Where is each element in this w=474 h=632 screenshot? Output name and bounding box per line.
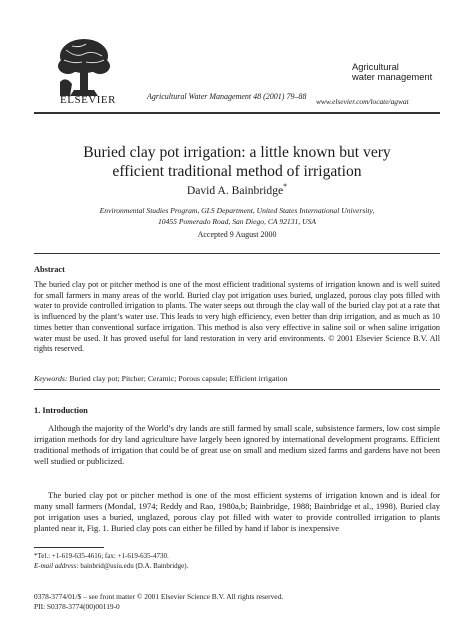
journal-url-link[interactable]: www.elsevier.com/locate/agwat bbox=[316, 97, 409, 106]
footnote-email-line bbox=[34, 561, 440, 571]
abstract-top-rule bbox=[34, 253, 440, 254]
abstract-text: The buried clay pot or pitcher method is one of the most efficient traditional systems of irrigation known and is well suited for small farmers in many areas of the world. Buried clay pot irrigation uses buried, unglazed, porous clay pots filled with water to provide controlled irrigation to plants. The water seeps out through the clay wall of the buried clay pot at a rate that is influenced by the plant’s water use. This leads to very high efficiency, even better than drip irrigation, and as much as 10 times better than conventional surface irrigation. This method is also very effective in saline soil or when saline irrigation water must be used. It has proved useful for land restoration in very arid environments. © 2001 Elsevier Science B.V. All rights reserved. bbox=[34, 280, 440, 354]
abstract-heading: Abstract bbox=[34, 265, 65, 274]
elsevier-tree-logo-icon bbox=[56, 36, 112, 102]
abstract-bottom-rule bbox=[34, 389, 440, 390]
title-line2: efficient traditional method of irrigation bbox=[112, 163, 362, 180]
title-line1: Buried clay pot irrigation: a little known but very bbox=[83, 144, 391, 161]
author-name: David A. Bainbridge bbox=[186, 183, 284, 197]
article-title bbox=[30, 143, 444, 181]
keywords-list: Buried clay pot; Pitcher; Ceramic; Porous capsule; Efficient irrigation bbox=[69, 374, 288, 383]
accepted-date: Accepted 9 August 2000 bbox=[197, 230, 277, 239]
header-rule bbox=[34, 112, 440, 114]
footnote-rule bbox=[34, 547, 104, 548]
footnote-contact: *Tel.: +1-619-635-4616; fax: +1-619-635-4730. bbox=[34, 552, 169, 560]
journal-name-line1: Agricultural bbox=[352, 61, 399, 72]
intro-paragraph-2: The buried clay pot or pitcher method is one of the most efficient systems of irrigation known and is ideal for many small farmers (Mondal, 1974; Reddy and Rao, 1980a,b; Bainbridge, 1988; Bainbridge et al., 1998). Buried clay pot irrigation uses a buried, unglazed, porous clay pot filled with water to provide controlled irrigation to plants planted near it, Fig. 1. Buried clay pots can either be filled by hand if labor is inexpensive bbox=[34, 490, 440, 534]
email-label: E-mail address: bbox=[34, 562, 79, 570]
section-heading-introduction: 1. Introduction bbox=[34, 406, 88, 415]
journal-citation: Agricultural Water Management 48 (2001) 79–88 bbox=[147, 92, 307, 101]
publisher-name: ELSEVIER bbox=[60, 94, 116, 106]
affiliation-line1: Environmental Studies Program, GLS Department, United States International University, bbox=[99, 206, 375, 215]
author-line bbox=[30, 182, 444, 197]
keywords-label: Keywords: bbox=[34, 374, 68, 383]
keywords bbox=[34, 374, 440, 383]
journal-name-line2: water management bbox=[352, 71, 433, 82]
footer-pii: PII: S0378-3774(00)00119-0 bbox=[34, 602, 120, 611]
affiliation-line2: 10455 Pomerado Road, San Diego, CA 92131, USA bbox=[157, 217, 317, 226]
affiliation bbox=[30, 205, 444, 227]
footer-copyright: 0378-3774/01/$ – see front matter © 2001 Elsevier Science B.V. All rights reserved. bbox=[34, 592, 284, 601]
intro-paragraph-1: Although the majority of the World’s dry lands are still farmed by small scale, subsistence farmers, low cost simple irrigation methods for dry land agriculture have largely been ignored by international development programs. Efficient traditional methods of irrigation that could be of great use on small and medium sized farms and gardens have not been well studied or publicized. bbox=[34, 423, 440, 467]
email-link[interactable]: bainbrid@usiu.edu (D.A. Bainbridge). bbox=[80, 562, 189, 570]
page-footer bbox=[34, 592, 440, 612]
footnote bbox=[34, 551, 440, 571]
journal-name bbox=[352, 62, 432, 82]
author-footnote-mark[interactable]: * bbox=[283, 182, 288, 191]
